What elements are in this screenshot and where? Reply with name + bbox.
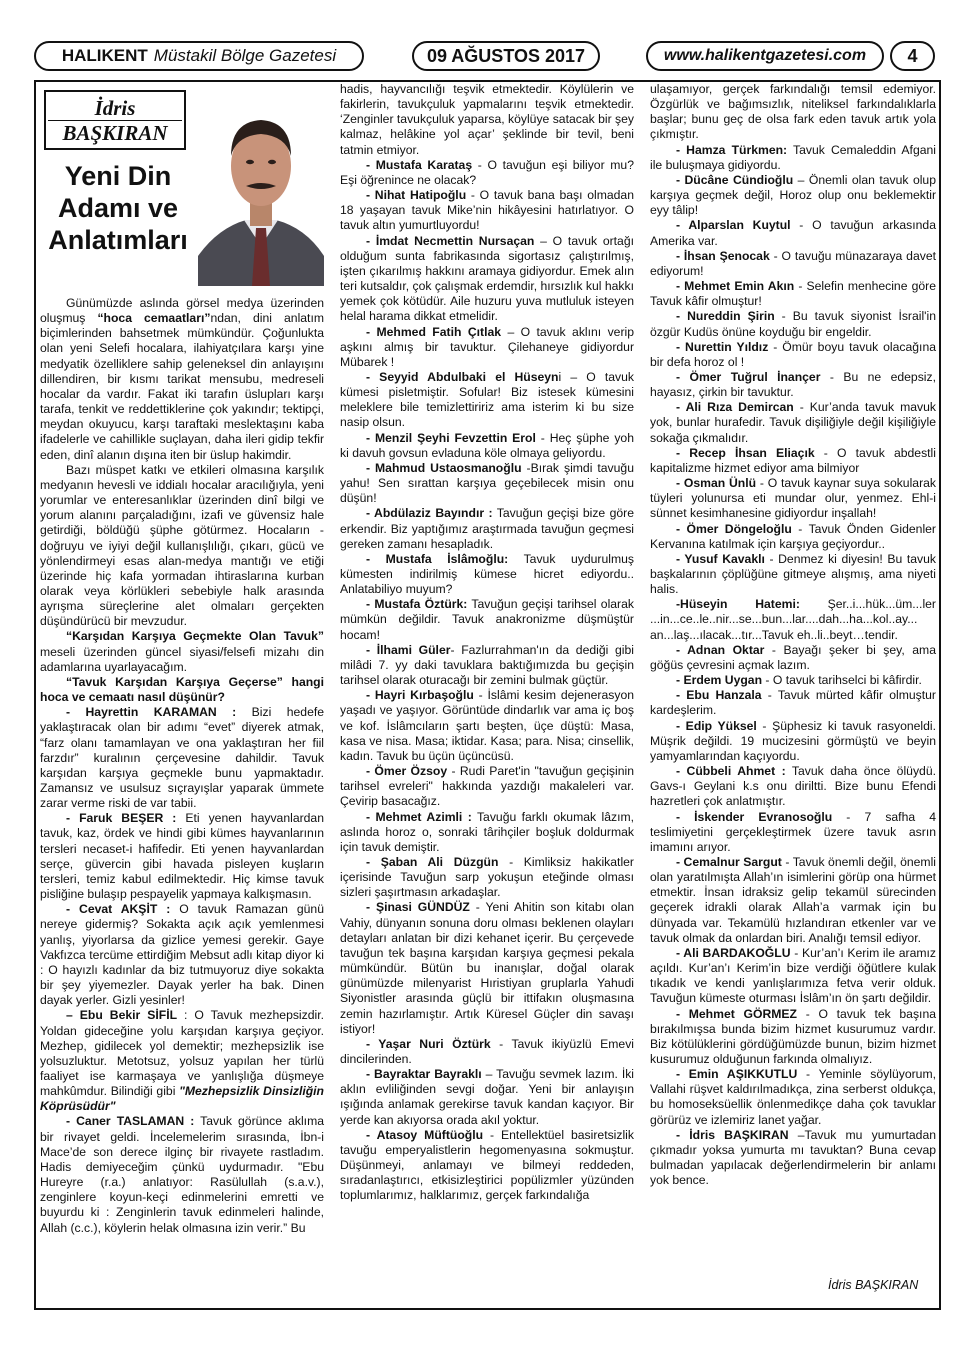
paragraph xyxy=(650,249,936,279)
paragraph-text: - Fazlurrahman'ın da dediği gibi milâdi 7. yy daki tavuklara baktığımızda bu geçişin tarihsel olarak oturacağı bir zemini bulmak güçtür. xyxy=(340,642,634,688)
paragraph-text: hadis, hayvancılığı teşvik etmektedir. Köylülerin ve fakirlerin, tavukçuluk yapmalarını teşvik etmektedir. ‘Zenginler tavukçuluk yaparsa, köylüye satacak bir şey kalmaz, helâkine yol açar’ şeklinde bir tevil, beni tatmin etmiyor. xyxy=(340,82,634,157)
speaker-name: - Nureddin Şirin xyxy=(676,309,775,324)
speaker-name: “hoca cemaatları” xyxy=(97,311,211,326)
paragraph xyxy=(650,855,936,946)
speaker-name: - İskender Evranosoğlu xyxy=(676,809,833,824)
paragraph xyxy=(40,1008,324,1114)
paragraph xyxy=(340,1067,634,1128)
paragraph-text: - O tavuk tarihselci bi kâfirdir. xyxy=(762,673,922,688)
speaker-name: - Recep İhsan Eliaçık xyxy=(676,445,815,460)
speaker-name: - Hayrettin KARAMAN : xyxy=(66,705,237,720)
speaker-name: - Mehmet Azimli : xyxy=(366,809,472,824)
paragraph-text: - Kur’anda tavuk mavuk yok, bunlar hurafedir. Tavuk dişiliğiyle değil kişiliğiyle sokağa çıkmalıdır. xyxy=(650,400,936,445)
paragraph xyxy=(40,705,324,811)
paragraph xyxy=(40,811,324,902)
speaker-name: - Emin AŞIKKUTLU xyxy=(676,1067,798,1082)
paper-name: HALIKENT xyxy=(61,46,148,65)
paper-subtitle: Müstakil Bölge Gazetesi xyxy=(153,46,337,65)
paragraph-text: Bazı müspet katkı ve etkileri olmasına karşılık medyanın hevesli ve iddialı hocalar aracılığıyla, yeni yorumlar ve enteresanlıklar üzerinden dinî bilgi ve yorum alanını parçaladığını, izafi ve güvensiz hale getirdiği, böldüğü şüphe götürmez. Hocaların -doğruyu ve iyiyi değil kullanışlılığı, çıkarı, gücü ve yönlendirmeyi esas alan-medya mantığı ve etiği üzerinde hiç kafa yormadan ihtiraslarına kurban olarak veya körlükleri sebebiyle halk arasında ayrışma süreçlerine alet olmaları gerçekten düşündürücü bir mevzudur. xyxy=(40,462,324,629)
speaker-name: - Osman Ünlü xyxy=(676,476,757,491)
paragraph xyxy=(650,810,936,855)
paragraph-text: - O tavuğun eşi biliyor mu? Eşi öğrenince ne olacak? xyxy=(340,157,634,187)
speaker-name: - Mustafa İslâmoğlu: xyxy=(366,551,509,566)
paragraph-text: - O tavuk tek başına bırakılmışsa bunda bizim hizmet kusurumuz vardır. Biz kötülüklerini gördüğümüzde bunun, bizim hizmet kusurumuz olduğunun farkında olmalıyız. xyxy=(650,1006,937,1066)
speaker-name: - İlhami Güler xyxy=(366,642,451,657)
paragraph-text: - Kur’an’ı Kerim ile aramız açıldı. Kur’an’ı Kerim’in bize verdiği öğütlere kulak tıkadık ve kendi yanlışlarımıza fetva verir olduk. Tavuğun kümeste oturması İslâm’ın ön şartı değildir. xyxy=(650,945,937,1006)
paragraph-text: - Ömür boyu tavuk olacağına bir defa horoz ol ! xyxy=(650,339,937,369)
paragraph xyxy=(40,463,324,630)
speaker-name: – Ebu Bekir SİFİL xyxy=(66,1008,178,1023)
paragraph xyxy=(650,476,936,521)
paragraph-text: O tavuk Ramazan günü nereye gidermiş? Sokakta açık açık yemlenmesi yanlış, yiyorlarsa da gizlice yemesi gerekir. Gaye Vakfızca tercüme ettirdiğim Mebsut adlı kitap diyor ki : O hayızlı kadınlar da biz tutmuyoruz diye sokakta bir şey yiyemezler. Dayak yerler ha bak. Dinen dayak yerler. Gizli yesinler! xyxy=(40,902,324,1008)
speaker-name: - Cevat AKŞİT : xyxy=(66,902,171,917)
paragraph xyxy=(340,810,634,855)
paragraph xyxy=(340,855,634,900)
paragraph xyxy=(650,522,936,552)
paragraph-text: Şer..i...hük...üm...ler ...in...ce..le..nir...se...bun...lar....dah...ha...kol..ay... an...laş...ılacak...tır...Tavuk eh..li..beyt…tendir. xyxy=(650,597,936,642)
speaker-name: - Seyyid Abdulbaki el Hüseyn xyxy=(366,369,559,384)
paragraph xyxy=(650,218,936,248)
paragraph-text: Tavuğun geçişi tarihsel olarak mümkün değildir. Tavuk anakronizme düşmüştür hocam! xyxy=(340,597,634,642)
speaker-name: - Edip Yüksel xyxy=(676,718,757,733)
paragraph-text: meseli üzerinden güncel siyasi/felsefi mizahı din adamlarına uyarlayacağım. xyxy=(40,644,324,674)
speaker-name: - Mahmud Ustaosmanoğlu xyxy=(366,460,522,475)
speaker-name: - Cübbeli Ahmet : xyxy=(676,764,786,779)
author-photo xyxy=(198,88,324,286)
speaker-name: -Hüseyin Hatemi: xyxy=(676,597,800,612)
quoted-phrase: "Mezhepsizlik Dinsizliğin Köprüsüdür" xyxy=(40,1084,324,1114)
speaker-name: - Hamza Türkmen: xyxy=(676,142,788,157)
speaker-name: - Yaşar Nuri Öztürk xyxy=(366,1036,491,1051)
paragraph xyxy=(650,946,936,1007)
paragraph xyxy=(340,597,634,642)
paragraph-text: Tavuğun geçişi bize göre erkendir. Biz yaptığımız araştırmada tavuğun geçmesi gereken zamanı hesapladık. xyxy=(340,506,634,551)
paragraph-text: Tavuk Cemaleddin Afgani ile buluşmaya gidiyordu. xyxy=(650,142,936,172)
speaker-name: - Bayraktar Bayraklı xyxy=(366,1067,482,1082)
paragraph xyxy=(340,188,634,233)
paragraph-text: - İslâmi kesim dejenerasyon yaşadı ve yaşıyor. Görüntüde dindarlık var ama iç boş ve kof. İslâmcıların şartı beşten, üçe düştü: Masa, kasa ve nisa. Masa; iktidar. Kasa; para. Nisa; cinsellik, kadın. Tavuk bu üçün üçüncüsü. xyxy=(340,688,635,763)
paragraph-text: - Entellektüel basiretsizlik tavuğu emperyalistlerin hegomenyasına sokmuştur. Düşünmeyi, anlamayı ve bilmeyi reddeden, sıradanlaştırıcı, etkisizleştirici popülizmler yüzünden toplumlarımız, halklarımız, gerçek farkındalığa xyxy=(340,1127,634,1203)
paragraph-text: - Selefin menhecine göre Tavuk kâfir olmuştur! xyxy=(650,279,936,309)
speaker-name: - İmdat Necmettin Nursaçan xyxy=(366,233,535,248)
author-byline xyxy=(44,90,186,150)
speaker-name: - Hayri Kırbaşoğlu xyxy=(366,688,474,703)
paragraph-text: - 7 safha 4 teslimiyetini gerçekleştirmek üzere tavuk asrın imamını arıyor. xyxy=(650,809,936,854)
paragraph-text: - O tavuğu münazaraya davet ediyorum! xyxy=(650,248,936,278)
paragraph-text: - O tavuk kaynar suya sokularak tüyleri yolunursa eti mundar olur, yenmez. Ehl-i sünnet kesimhanesine gidiyordur inşallah! xyxy=(650,476,937,521)
speaker-name: - Menzil Şeyhi Fevzettin Erol xyxy=(366,430,536,445)
paragraph xyxy=(650,688,936,718)
paragraph xyxy=(340,82,634,158)
paragraph-text: - Tavuk Önden Gidenler Kervanına katılmak için karşıya geçiyordur.. xyxy=(650,521,936,551)
paragraph xyxy=(650,82,936,143)
paragraph-text: - Denmez ki diyesin! Bu tavuk başkalarının çöplüğüne gitmeye alışmış, ama niyeti halis. xyxy=(650,551,937,597)
paragraph xyxy=(650,173,936,218)
paragraph-text: - Yeni Ahitin son kitabı olan Vahiy, dünyanın sonuna doru olması beklenen olayları detayları anlatan bir dizi kehanet içerir. Bu çerçevede tavuğun tek başına karşıdan karşıya geçmesi pekala mümkündür. Bütün bu inanışlar, doğal olarak günümüzde milenyarist Hıristiyan gruplarla Yahudi Siyonistler arasında güçlü bir ittifakın oluşmasına zemin hazırlamıştır. Artık Küresel Güçler din savaşı istiyor! xyxy=(340,900,634,1036)
paragraph xyxy=(340,688,634,764)
speaker-name: - Ömer Döngeloğlu xyxy=(676,521,792,536)
paragraph xyxy=(340,900,634,1036)
speaker-name: - Şinasi GÜNDÜZ xyxy=(366,900,470,915)
paragraph xyxy=(650,1067,936,1128)
paragraph-text: Tavuk uydurulmuş kümesten indirilmiş kümese hicret ediyordu.. Anlatabiliyo muyum? xyxy=(340,551,634,597)
paragraph xyxy=(650,552,936,597)
paragraph xyxy=(340,643,634,688)
paragraph xyxy=(650,446,936,476)
paragraph-text: –Tavuk mu yumurtadan çıkmadır yoksa yumurta mı tavuktan? Buna cevap bulmadan yapılacak değerlendirmelerin bir anlamı yok bence. xyxy=(650,1127,936,1188)
paragraph xyxy=(40,629,324,674)
speaker-name: - Ömer Özsoy xyxy=(366,764,448,779)
speaker-name: - Ebu Hanzala xyxy=(676,688,762,703)
speaker-name: “Karşıdan Karşıya Geçmekte Olan Tavuk” xyxy=(66,629,324,644)
paragraph-text: - Bu tavuk siyonist İsrail'in özgür Kudüs önüne koyduğu bir engeldir. xyxy=(650,309,936,339)
paragraph xyxy=(340,370,634,431)
speaker-name: - Mehmed Fatih Çıtlak xyxy=(366,324,502,339)
paragraph xyxy=(650,400,936,445)
paragraph xyxy=(650,1007,936,1068)
paragraph-text: - Bayağı şeker bi şey, ama göğüs çevresini açmak lazım. xyxy=(650,642,936,672)
speaker-name: - Adnan Oktar xyxy=(676,642,765,657)
speaker-name: - Erdem Uygan xyxy=(676,673,763,688)
speaker-name: - Abdülaziz Bayındır : xyxy=(366,506,493,521)
paragraph-text: Eti yenen hayvanlardan tavuk, kaz, ördek ve hindi gibi kümes hayvanlarının tersleri necaset-i hafifedir. Eti yenen hayvanlardan serçe, güvercin gibi havada pisleyen kuşların tersleri, temiz kabul edilmektedir. Hiç kimse tavuk pisliğine bulaşıp pespayelik yapmaya kalkışmasın. xyxy=(40,811,324,902)
speaker-name: - Mehmet Emin Akın xyxy=(676,279,795,294)
speaker-name: - Alparslan Kuytul xyxy=(676,218,791,233)
paragraph xyxy=(40,675,324,705)
author-first-name: İdris xyxy=(94,96,136,120)
speaker-name: - Mehmet GÖRMEZ xyxy=(676,1006,797,1021)
speaker-name: - Ali Rıza Demircan xyxy=(676,400,794,415)
paragraph-text: - O tavuğun arkasında Amerika var. xyxy=(650,218,936,248)
paragraph-text: – O tavuk ortağı olduğum sunta fabrikasında sigortasız çalıştırılmış, işten çıkarılmış hakkını aramaya gidiyordur. Emek alın teri kutsaldır, çok çalışmak erdemdir, hırsızlık kul hakkı yemek çok kötüdür. Aile huzuru yuva mutluluk isteyen helal harama dikkat etmelidir. xyxy=(340,233,635,324)
paragraph xyxy=(340,764,634,809)
paragraph xyxy=(340,431,634,461)
speaker-name: - Atasoy Müftüoğlu xyxy=(366,1127,484,1142)
column-2 xyxy=(340,82,634,1204)
paragraph xyxy=(340,234,634,325)
speaker-name: - Mustafa Karataş xyxy=(366,157,473,172)
paragraph-text: Günümüzde aslında görsel medya üzerinden oluşmuş xyxy=(40,296,324,326)
speaker-name: - Mustafa Öztürk: xyxy=(366,597,468,612)
paragraph-text: i – O tavuk kümesi pisletmiştir. Sofular! Biz istesek kümesini meleklere bile temizlettiririz ama isterim ki bu size nasip olsun. xyxy=(340,369,634,430)
page-number: 4 xyxy=(890,41,935,71)
paragraph xyxy=(340,506,634,551)
paragraph-text: - Tavuk ikiyüzlü Emevi dincilerinden. xyxy=(340,1036,634,1066)
paragraph-text: - Rudi Paret'in "tavuğun geçişinin tarihsel evreleri" hakkında yazdığı makaleleri var. Çevirip basacağız. xyxy=(340,764,634,809)
speaker-name: - Nurettin Yıldız xyxy=(676,339,769,354)
speaker-name: “Tavuk Karşıdan Karşıya Geçerse” hangi hoca ve cemaatı nasıl düşünür? xyxy=(40,674,324,705)
paragraph xyxy=(650,309,936,339)
paragraph xyxy=(650,143,936,173)
paragraph-text: Tavuğu farklı okumak lâzım, aslında horoz o, sonraki târihçiler boşluk doldurmak için tavuk demiştir. xyxy=(340,809,635,854)
paragraph xyxy=(650,673,936,688)
speaker-name: - Ömer Tuğrul İnançer xyxy=(676,369,821,384)
issue-date: 09 AĞUSTOS 2017 xyxy=(412,41,600,71)
paragraph-text: – O tavuk aklını verip aşkını almış bir tavuktur. Çilehaneye gidiyordur Mübarek ! xyxy=(340,324,635,369)
paragraph xyxy=(650,643,936,673)
speaker-name: - Şaban Ali Düzgün xyxy=(366,854,499,869)
speaker-name: - İhsan Şenocak xyxy=(676,248,770,263)
paragraph xyxy=(650,370,936,400)
paragraph xyxy=(40,902,324,1008)
paragraph-text: - Yeminle söylüyorum, Vallahi rüşvet kaldırılmadıkça, zina serberst oldukça, bu homoseksüellik önlenmedikçe daha çok tavuklar görürüz ve izlemiriz lanet yağar. xyxy=(650,1067,936,1127)
paragraph-text: - O tavuk bana başı olmadan 18 yaşayan tavuk Mike’nin hikâyesini hatırlatıyor. O tavuk altın yumurtluyordu! xyxy=(340,188,634,233)
paragraph xyxy=(650,719,936,764)
paragraph xyxy=(650,764,936,809)
paragraph xyxy=(40,1114,324,1235)
paragraph xyxy=(650,279,936,309)
paragraph xyxy=(650,340,936,370)
paragraph-text: Bizi hedefe yaklaştıracak olan bir adımı “evet” diyerek atmak, “farz olanı tamamlayan ve ona yaklaştıran her fiil farzdır” kuralının çerçevesine dahildir. Tavuk karşıdan karşıya geçmekle bunu yapmaktadır. Zamansız ve usulsuz sıçrayışlar yaparak ümmete zarar verme riski de var tabii. xyxy=(40,705,325,811)
paragraph-text: - Tavuk önemli değil, önemli olan yaratılmışta Allah’ın isimlerini görüp ona hürmet etmektir. İnsan idraksiz gelip tekamül sürecinden geçerek idrakli olarak Allah’a varmak için bu dünyada var. Tekamülü hızlandıran etkenler var ve tavuk olmak da onlardan biri. Analığı temsil ediyor. xyxy=(650,854,936,945)
paragraph xyxy=(650,1128,936,1189)
paragraph xyxy=(340,552,634,597)
paragraph-text: : O Tavuk mezhepsizdir. Yoldan gideceğine yolu karşıdan karşıya geçiyor. Mezhep, gidilecek yol demektir; mezhepsizlik ise yolsuzluktur. Metotsuz, yolsuz yapılan her türlü faaliyet ise karmaşaya ve yanlışlığa düşmeye mahkûmdur. Bilindiği gibi xyxy=(40,1008,324,1099)
speaker-name: - Caner TASLAMAN : xyxy=(66,1114,195,1129)
column-3 xyxy=(650,82,936,1188)
speaker-name: - Faruk BEŞER : xyxy=(66,811,177,826)
paragraph xyxy=(40,296,324,463)
article-title: Yeni Din Adamı ve Anlatımları xyxy=(48,161,188,255)
author-last-name: BAŞKIRAN xyxy=(48,120,182,145)
speaker-name: - Yusuf Kavaklı xyxy=(676,551,765,566)
paragraph xyxy=(650,597,936,642)
paragraph xyxy=(340,461,634,506)
speaker-name: - Ali BARDAKOĞLU xyxy=(676,945,791,960)
paragraph-text: ndan, dini anlatım biçimlerinden bahsetmek mümkündür. Çoğunlukta olan yeni Selefi hocalara, ilahiyatçılara karşı yine medyatik özelliklere sahip geleneksel din anlayışını dillendiren, bir kısmı tarikat mensubu, medreseli hocalar da vardır. Fakat iki tarafın üslupları karşı tarafa, tenkit ve reddettiklerine çok yakındır; tektipçi, meydan okuyucu, karşı taraftaki meslektaşını kaba ifadelerle ve cahillikle suçlayan, daha ileri gidip tekfir eden, dinî alanın dışına iten bir üslup hakimdir. xyxy=(40,311,324,462)
paragraph-text: Tavuk görünce aklıma bir rivayet geldi. İncelemelerim sırasında, İbn-i Mace’de son derece ilginç bir rivayete rastladım. Hadis demiyeceğim çünkü uydurmadır. "Ebu Hureyre (r.a.) anlatıyor: Rasülullah (s.a.v.), zenginlere koyun-keçi edinmelerini emretti ve buyurdu ki : Zenginlerin tavuk edinmeleri halinde, Allah (c.c.), köylerin helak olmasına izin verir.” Bu xyxy=(40,1114,325,1235)
speaker-name: - Nihat Hatipoğlu xyxy=(366,188,467,203)
paragraph-text: – Önemli olan tavuk olup karşıya geçmek değil, Horoz olup onu beklemektir eyy tâlip! xyxy=(650,172,936,218)
paragraph xyxy=(340,1037,634,1067)
paragraph xyxy=(340,325,634,370)
paragraph-text: - Tavuk mürted kâfir olmuştur kardeşlerim. xyxy=(650,688,936,718)
paragraph xyxy=(340,158,634,188)
speaker-name: - İdris BAŞKIRAN xyxy=(676,1127,789,1142)
paragraph-text: - Kimliksiz hakikatler içerisinde Tavuğun sarp yokuşun eteğinde olması sizleri şaşırtmasın arkadaşlar. xyxy=(340,854,634,900)
website-url[interactable]: www.halikentgazetesi.com xyxy=(646,41,884,71)
signature: İdris BAŞKIRAN xyxy=(828,1278,919,1292)
paragraph xyxy=(340,1128,634,1204)
paragraph-text: - Bu ne edepsiz, hayasız, çirkin bir tavuktur. xyxy=(650,369,936,400)
paragraph-text: - Heç şüphe yoh ki davuh govsun evladuna köle olmaya geliyordu. xyxy=(340,430,634,460)
speaker-name: - Cemalnur Sargut xyxy=(676,854,782,869)
newspaper-title xyxy=(34,41,364,71)
column-1 xyxy=(40,296,324,1236)
paragraph-text: - O tavuk abdestli kapitalizme hizmet ediyor ama bilmiyor xyxy=(650,445,936,475)
paragraph-text: - Şüphesiz ki tavuk rasyoneldi. Müşrik değildi. 19 mucizesini görmüştü ve beyin yamyamlarından kaçıyordu. xyxy=(650,718,936,763)
masthead xyxy=(34,38,941,74)
paragraph-text: – Tavuğu sevmek lazım. İki aklın evliliğinden sevgi doğar. Yeni bir anlayışın ışığında anlamak gerekirse tavuk kandan kaçıyor. Bir yerde kan akıyorsa orada akıl yoktur. xyxy=(340,1067,635,1127)
paragraph-text: -Bırak şimdi tavuğu yahu! Sen sırattan karşıya geçebilecek misin onu düşün! xyxy=(340,460,634,506)
paragraph-text: Tavuk daha önce ölüydü. Gavs-ı Geylani k.s onu diriltti. Bize bunu Efendi hazretleri çok anlatmıştır. xyxy=(650,764,936,809)
paragraph-text: ulaşamıyor, gerçek farkındalığı temsil edemiyor. Özgürlük ve bağımsızlık, niteliksel farkındalıklarla başlar; bunu geç de olsa fark eden tavuk artık yola çıkmıştır. xyxy=(650,82,936,142)
speaker-name: - Dücâne Cündioğlu xyxy=(676,172,794,187)
